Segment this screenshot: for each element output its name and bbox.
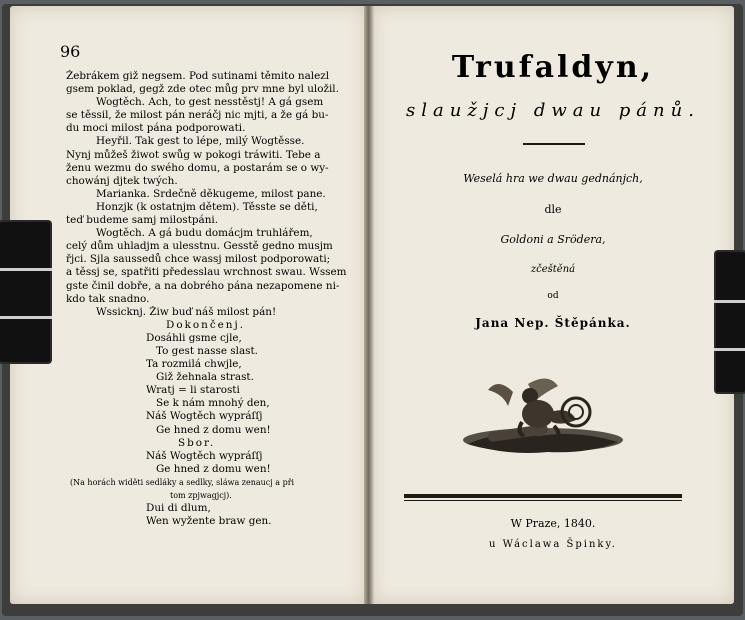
verse-line: Ge hned z domu wen!	[156, 462, 271, 475]
stage-direction: tom zpjwagjcj).	[170, 491, 232, 500]
from-line: od	[547, 291, 559, 301]
book-title: Trufaldyn,	[451, 50, 655, 85]
verse-line: Se k nám mnohý den,	[156, 397, 270, 410]
verse-line: Ge hned z domu wen!	[156, 423, 271, 436]
left-clip-bar	[0, 316, 52, 319]
verse-line: Náš Wogtěch wypráſſj	[146, 449, 263, 462]
left-binder-clip-icon	[0, 222, 50, 362]
by-line: dle	[544, 203, 562, 216]
text-line: Marianka. Srdečně děkugeme, milost pane.	[96, 187, 326, 200]
imprint-place-year: W Praze, 1840.	[510, 517, 596, 530]
source-line: Goldoni a Srödera,	[500, 233, 606, 246]
stage-direction: (Na horách widěti sedláky a sedlky, sláwa zenaucj a při	[70, 477, 295, 487]
text-line: řjci. Sjla saussedů chce wassj milost podporowati;	[66, 253, 331, 266]
text-line: Honzjk (k ostatnjm dětem). Těsste se děti,	[96, 200, 318, 213]
text-line: gste činil dobře, a na dobrého pána nezapomene ni-	[66, 279, 340, 292]
verse-line: Náš Wogtěch wypráſſj	[146, 410, 263, 423]
text-line: Wogtěch. Ach, to gest nesstěstj! A gá gsem	[96, 96, 324, 109]
page-number: 96	[60, 42, 81, 61]
book-gutter	[364, 6, 374, 604]
book-subtitle: slaužjcj dwau pánů.	[406, 100, 700, 121]
verse-line: To gest nasse slast.	[156, 344, 258, 357]
text-line: Dokončenj.	[166, 318, 246, 331]
text-line: teď budeme samj milostpáni.	[66, 214, 219, 227]
verse-line: Wratj = li starosti	[146, 384, 240, 397]
cherub-vignette-icon	[458, 372, 628, 464]
verse-line: Dosáhli gsme cjle,	[146, 331, 242, 344]
text-line: Wssicknj. Žiw buď náš milost pán!	[96, 305, 277, 318]
text-line: gsem poklad, gegž zde otec můg prv mne byl uložil.	[66, 83, 339, 96]
text-line: celý dům uhladjm a ulesstnu. Gesstě gedno musjm	[66, 240, 333, 253]
bottom-rule-thin	[404, 500, 682, 501]
verse-line: Sbor.	[178, 436, 216, 449]
left-page-text	[66, 70, 362, 528]
text-line: Žebrákem giž negsem. Pod sutinami těmito nalezl	[66, 70, 330, 82]
right-clip-bar	[714, 348, 745, 351]
author-name: Jana Nep. Štěpánka.	[475, 316, 631, 330]
translated-line: zčeštěná	[530, 264, 576, 275]
text-line: Heyřil. Tak gest to lépe, milý Wogtěsse.	[96, 135, 305, 148]
verse-line: Dui di dlum,	[146, 502, 211, 515]
text-line: Wogtěch. A gá budu domácjm truhlářem,	[96, 227, 313, 240]
text-line: du moci milost pána podporowati.	[66, 122, 246, 135]
genre-line: Weselá hra we dwau gednánjch,	[463, 172, 643, 185]
verse-line: Ta rozmilá chwjle,	[146, 358, 242, 371]
imprint-publisher: u Wáclawa Špinky.	[489, 539, 617, 550]
right-page	[372, 6, 734, 604]
verse-line: Wen wyžente braw gen.	[146, 515, 272, 528]
verse-line: Giž žehnala strast.	[156, 371, 254, 384]
text-line: chowánj djtek twých.	[66, 174, 178, 187]
bottom-rule-thick	[404, 494, 682, 498]
text-line: a těssj se, spatřiti předesslau wrchnost swau. Wssem	[66, 266, 347, 279]
text-line: kdo tak snadno.	[66, 292, 150, 305]
text-line: ženu wezmu do swého domu, a postarám se o wy-	[66, 161, 329, 174]
left-clip-bar	[0, 268, 52, 271]
text-line: Nynj můžeš žiwot swůg w pokogi tráwiti. Tebe a	[66, 148, 321, 161]
text-line: se těssil, že milost pán neráčj nic mjti, a že gá bu-	[66, 109, 329, 122]
title-divider	[523, 143, 585, 145]
